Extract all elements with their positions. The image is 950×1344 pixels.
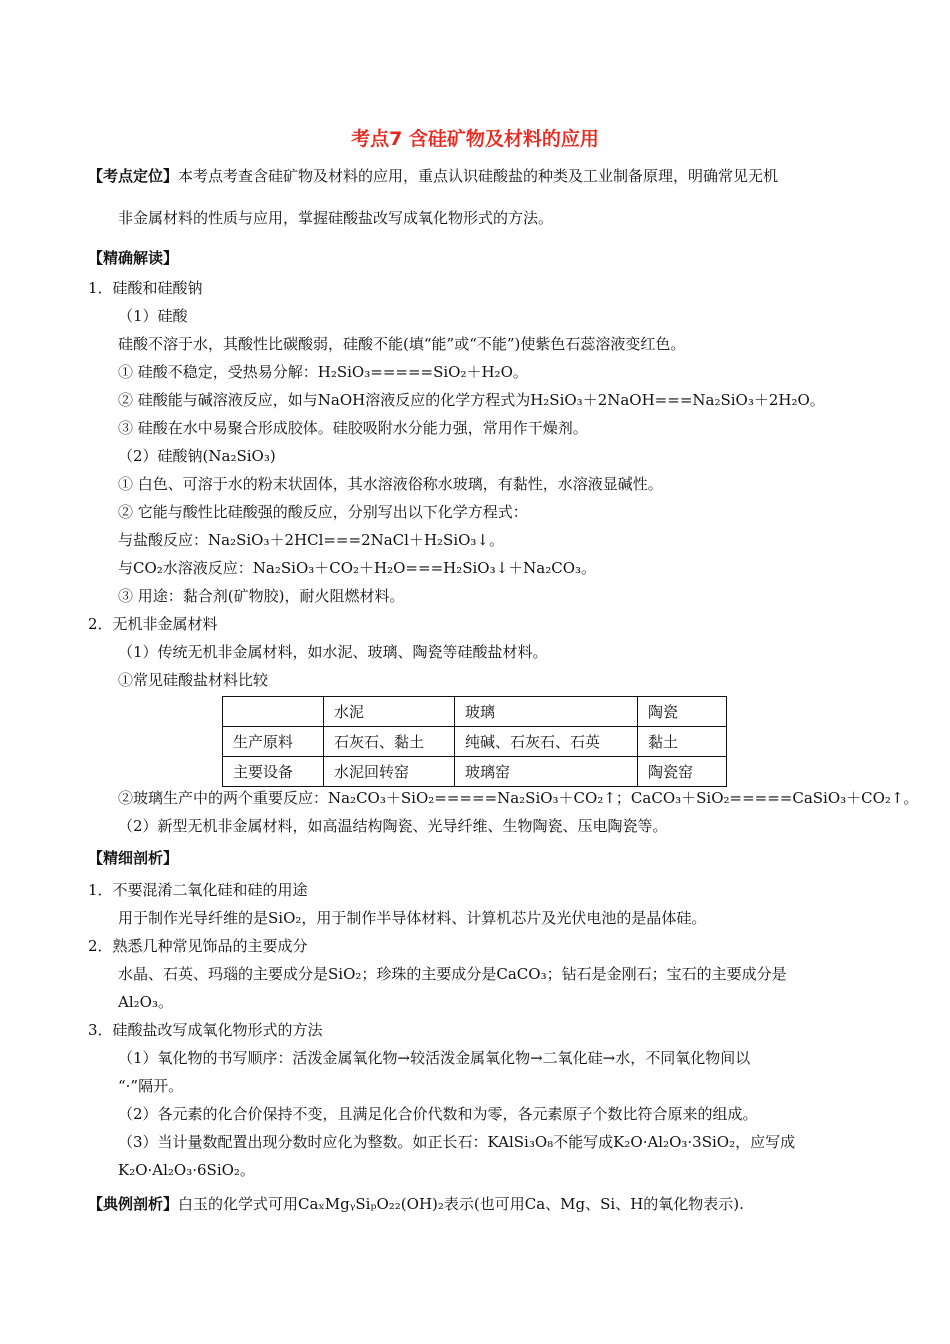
intro-line-1	[88, 166, 778, 186]
analysis-heading-1: 1．不要混淆二氧化硅和硅的用途	[88, 881, 308, 899]
paragraph-silicic-acid-properties: 硅酸不溶于水，其酸性比碳酸弱，硅酸不能(填“能”或“不能”)使紫色石蕊溶液变红色。	[118, 335, 686, 353]
example-line	[88, 1194, 744, 1214]
analysis-paragraph-3d: （3）当计量数配置出现分数时应化为整数。如正长石：KAlSi₃O₈不能写成K₂O·Al₂O₃·3SiO₂，应写成	[118, 1133, 796, 1151]
table-cell: 玻璃窑	[455, 757, 638, 787]
analysis-paragraph-2a: 水晶、石英、玛瑙的主要成分是SiO₂；珍珠的主要成分是CaCO₃；钻石是金刚石；宝石的主要成分是	[118, 965, 787, 983]
section-heading-reading: 【精确解读】	[88, 249, 179, 267]
paragraph-acid-reaction-intro: ② 它能与酸性比硅酸强的酸反应，分别写出以下化学方程式：	[118, 503, 528, 521]
table-caption: ①常见硅酸盐材料比较	[118, 671, 269, 689]
paragraph-colloid: ③ 硅酸在水中易聚合形成胶体。硅胶吸附水分能力强，常用作干燥剂。	[118, 419, 588, 437]
paragraph-sodium-silicate-properties: ① 白色、可溶于水的粉末状固体，其水溶液俗称水玻璃，有黏性，水溶液显碱性。	[118, 475, 663, 493]
heading-inorganic-materials: 2．无机非金属材料	[88, 615, 218, 633]
intro-label: 【考点定位】	[88, 167, 179, 185]
table-row	[223, 757, 727, 787]
table-cell: 主要设备	[223, 757, 324, 787]
example-label: 【典例剖析】	[88, 1195, 179, 1213]
subheading-new-materials: （2）新型无机非金属材料，如高温结构陶瓷、光导纤维、生物陶瓷、压电陶瓷等。	[118, 817, 668, 835]
intro-text-2: 非金属材料的性质与应用，掌握硅酸盐改写成氧化物形式的方法。	[118, 209, 554, 227]
analysis-heading-2: 2．熟悉几种常见饰品的主要成分	[88, 937, 308, 955]
paragraph-reaction-with-base: ② 硅酸能与碱溶液反应，如与NaOH溶液反应的化学方程式为H₂SiO₃＋2NaOH===Na₂SiO₃＋2H₂O。	[118, 391, 825, 409]
analysis-heading-3: 3．硅酸盐改写成氧化物形式的方法	[88, 1021, 323, 1039]
table-cell: 陶瓷	[638, 697, 727, 727]
table-cell: 水泥回转窑	[324, 757, 455, 787]
paragraph-decomposition: ① 硅酸不稳定，受热易分解：H₂SiO₃=====SiO₂＋H₂O。	[118, 363, 528, 381]
subheading-sodium-silicate: （2）硅酸钠(Na₂SiO₃)	[118, 447, 276, 465]
paragraph-hcl-reaction: 与盐酸反应：Na₂SiO₃＋2HCl===2NaCl＋H₂SiO₃↓。	[118, 531, 505, 549]
paragraph-uses: ③ 用途：黏合剂(矿物胶)，耐火阻燃材料。	[118, 587, 405, 605]
analysis-paragraph-3a: （1）氧化物的书写顺序：活泼金属氧化物→较活泼金属氧化物→二氧化硅→水，不同氧化物间以	[118, 1049, 751, 1067]
table-header-row	[223, 697, 727, 727]
table-row	[223, 727, 727, 757]
page-title: 考点7 含硅矿物及材料的应用	[351, 128, 599, 150]
table-cell: 黏土	[638, 727, 727, 757]
subheading-silicic-acid: （1）硅酸	[118, 307, 188, 325]
table-cell: 玻璃	[455, 697, 638, 727]
table-cell: 陶瓷窑	[638, 757, 727, 787]
analysis-paragraph-2b: Al₂O₃。	[118, 993, 173, 1011]
table-cell: 纯碱、石灰石、石英	[455, 727, 638, 757]
table-cell: 水泥	[324, 697, 455, 727]
example-text: 白玉的化学式可用CaₓMgᵧSiₚO₂₂(OH)₂表示(也可用Ca、Mg、Si、H的氧化物表示).	[178, 1195, 744, 1213]
subheading-traditional-materials: （1）传统无机非金属材料，如水泥、玻璃、陶瓷等硅酸盐材料。	[118, 643, 548, 661]
table-cell: 石灰石、黏土	[324, 727, 455, 757]
heading-silicic-acid-and-sodium-silicate: 1．硅酸和硅酸钠	[88, 279, 203, 297]
table-cell: 生产原料	[223, 727, 324, 757]
table-cell	[223, 697, 324, 727]
intro-text-1: 本考点考查含硅矿物及材料的应用，重点认识硅酸盐的种类及工业制备原理，明确常见无机	[178, 167, 779, 185]
analysis-paragraph-3b: “·”隔开。	[118, 1077, 184, 1095]
analysis-paragraph-3e: K₂O·Al₂O₃·6SiO₂。	[118, 1161, 255, 1179]
section-heading-analysis: 【精细剖析】	[88, 849, 179, 867]
analysis-paragraph-1: 用于制作光导纤维的是SiO₂，用于制作半导体材料、计算机芯片及光伏电池的是晶体硅。	[118, 909, 707, 927]
paragraph-glass-reactions: ②玻璃生产中的两个重要反应：Na₂CO₃＋SiO₂=====Na₂SiO₃＋CO₂↑；CaCO₃＋SiO₂=====CaSiO₃＋CO₂↑。	[118, 789, 919, 807]
paragraph-co2-reaction: 与CO₂水溶液反应：Na₂SiO₃＋CO₂＋H₂O===H₂SiO₃↓＋Na₂CO₃。	[118, 559, 597, 577]
analysis-paragraph-3c: （2）各元素的化合价保持不变，且满足化合价代数和为零，各元素原子个数比符合原来的组成。	[118, 1105, 758, 1123]
silicate-materials-table	[222, 696, 727, 787]
